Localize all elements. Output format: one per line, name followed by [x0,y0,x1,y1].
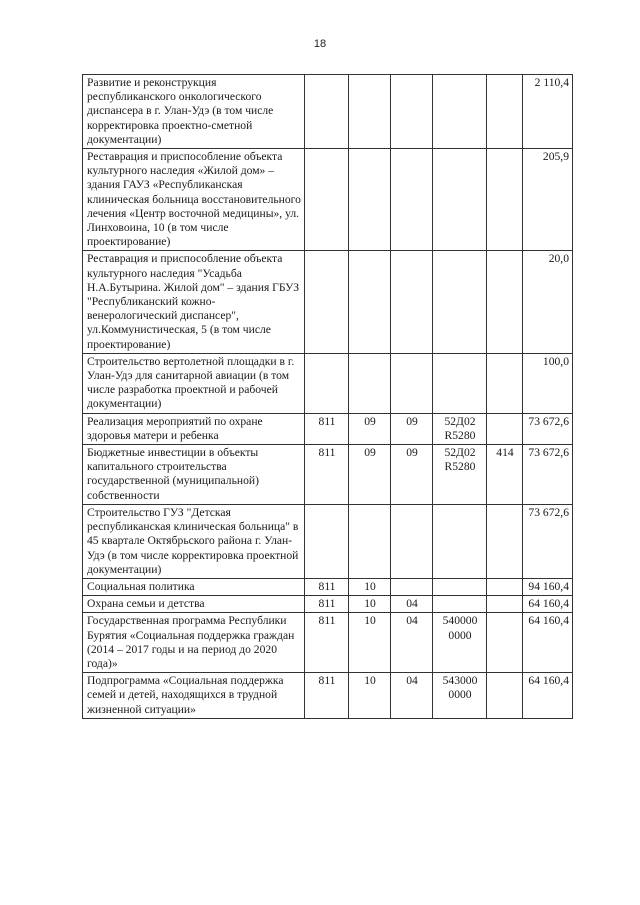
section-cell [349,75,391,149]
page-number: 18 [313,38,327,50]
table-row [83,596,573,613]
section-cell [349,149,391,251]
target-article-cell [433,504,487,578]
row-name-cell: Строительство ГУЗ "Детская республиканская клиническая больница" в 45 квартале Октябрьского района г. Улан-Удэ (в том числе корректировка проектной документации) [83,504,305,578]
row-name-cell: Бюджетные инвестиции в объекты капитального строительства государственной (муниципальной) собственности [83,445,305,505]
amount-cell: 20,0 [523,251,573,353]
target-article-cell [433,149,487,251]
section-cell [349,251,391,353]
row-name-cell: Реставрация и приспособление объекта культурного наследия «Жилой дом» – здания ГАУЗ «Республиканская клиническая больница восстановительного лечения «Центр восточной медицины», ул. Линховоина, 10 (в том числе проектирование) [83,149,305,251]
amount-cell: 205,9 [523,149,573,251]
subsection-cell: 04 [391,613,433,673]
section-cell: 09 [349,413,391,444]
section-cell: 10 [349,578,391,595]
row-name-cell: Государственная программа Республики Бурятия «Социальная поддержка граждан (2014 – 2017 годы и на период до 2020 года)» [83,613,305,673]
table-row [83,504,573,578]
amount-cell: 73 672,6 [523,504,573,578]
expense-type-cell [487,353,523,413]
table-row [83,673,573,719]
target-article-cell: 52Д02 R5280 [433,445,487,505]
row-name-cell: Социальная политика [83,578,305,595]
subsection-cell: 09 [391,445,433,505]
subsection-cell: 04 [391,596,433,613]
section-cell: 10 [349,613,391,673]
expense-type-cell [487,504,523,578]
row-name-cell: Подпрограмма «Социальная поддержка семей и детей, находящихся в трудной жизненной ситуации» [83,673,305,719]
expense-type-cell: 414 [487,445,523,505]
expense-type-cell [487,75,523,149]
table-row [83,353,573,413]
table-row [83,413,573,444]
grbs-cell [305,504,349,578]
target-article-cell [433,75,487,149]
amount-cell: 73 672,6 [523,445,573,505]
grbs-cell: 811 [305,413,349,444]
expense-type-cell [487,149,523,251]
table-row [83,445,573,505]
target-article-cell: 543000 0000 [433,673,487,719]
section-cell [349,504,391,578]
expense-type-cell [487,613,523,673]
table-row [83,251,573,353]
grbs-cell [305,149,349,251]
grbs-cell [305,251,349,353]
grbs-cell: 811 [305,613,349,673]
grbs-cell [305,353,349,413]
row-name-cell: Развитие и реконструкция республиканского онкологического диспансера в г. Улан-Удэ (в том числе корректировка проектно-сметной документации) [83,75,305,149]
grbs-cell [305,75,349,149]
subsection-cell [391,504,433,578]
subsection-cell [391,149,433,251]
grbs-cell: 811 [305,673,349,719]
subsection-cell [391,75,433,149]
grbs-cell: 811 [305,578,349,595]
expense-type-cell [487,596,523,613]
subsection-cell [391,353,433,413]
row-name-cell: Реставрация и приспособление объекта культурного наследия "Усадьба Н.А.Бутырина. Жилой дом" – здания ГБУЗ "Республиканский кожно-венерологический диспансер", ул.Коммунистическая, 5 (в том числе проектирование) [83,251,305,353]
target-article-cell [433,596,487,613]
row-name-cell: Реализация мероприятий по охране здоровья матери и ребенка [83,413,305,444]
subsection-cell: 09 [391,413,433,444]
section-cell: 10 [349,596,391,613]
table-row [83,149,573,251]
amount-cell: 73 672,6 [523,413,573,444]
section-cell [349,353,391,413]
amount-cell: 2 110,4 [523,75,573,149]
grbs-cell: 811 [305,596,349,613]
expense-type-cell [487,673,523,719]
table-row [83,578,573,595]
target-article-cell: 540000 0000 [433,613,487,673]
expense-type-cell [487,413,523,444]
section-cell: 10 [349,673,391,719]
row-name-cell: Строительство вертолетной площадки в г. Улан-Удэ для санитарной авиации (в том числе разработка проектной и рабочей документации) [83,353,305,413]
row-name-cell: Охрана семьи и детства [83,596,305,613]
target-article-cell [433,578,487,595]
amount-cell: 64 160,4 [523,613,573,673]
subsection-cell [391,251,433,353]
section-cell: 09 [349,445,391,505]
amount-cell: 94 160,4 [523,578,573,595]
expense-type-cell [487,251,523,353]
amount-cell: 100,0 [523,353,573,413]
table-row [83,613,573,673]
subsection-cell [391,578,433,595]
budget-table [82,74,573,719]
grbs-cell: 811 [305,445,349,505]
expense-type-cell [487,578,523,595]
target-article-cell [433,353,487,413]
amount-cell: 64 160,4 [523,673,573,719]
subsection-cell: 04 [391,673,433,719]
target-article-cell [433,251,487,353]
amount-cell: 64 160,4 [523,596,573,613]
target-article-cell: 52Д02 R5280 [433,413,487,444]
table-row [83,75,573,149]
